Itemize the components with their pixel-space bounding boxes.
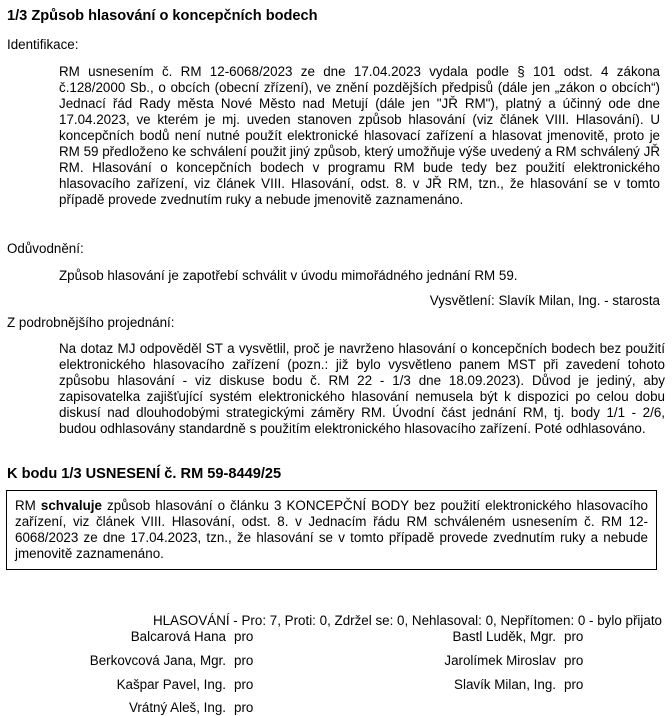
resolution-lead: RM	[15, 498, 41, 513]
resolution-title: K bodu 1/3 USNESENÍ č. RM 59-8449/25	[7, 466, 282, 482]
resolution-verb: schvaluje	[40, 498, 102, 513]
resolution-box	[6, 490, 657, 570]
voter-vote: pro	[234, 629, 254, 644]
identification-text: RM usnesením č. RM 12-6068/2023 ze dne 17.04.2023 vydala podle § 101 odst. 4 zákona č.128/2000 Sb., o obcích (obecní zřízení), ve znění pozdějších předpisů (dále jen „zákon o obcích“) Jednací řád Rady města Nové Město nad Metují (dále jen "JŘ RM"), platný a účinný ode dne 17.04.2023, ve kterém je mj. uveden stanoven způsob hlasování (viz článek VIII. Hlasování). U koncepčních bodů není nutné použít elektronické hlasovací zařízení a hlasovat jmenovitě, proto je RM 59 předloženo ke schválení použit jiný způsob, který umožňuje výše uvedený a RM schválený JŘ RM. Hlasování o koncepčních bodech v programu RM bude tedy bez použití elektronického hlasovacího zařízení, viz článek VIII. Hlasování, odst. 8. v JŘ RM, tzn., že hlasování se v tomto případě provede zvednutím ruky a nebude jmenovitě zaznamenáno.	[59, 64, 660, 207]
voter-vote: pro	[234, 677, 254, 692]
agenda-item-title: 1/3 Způsob hlasování o koncepčních bodech	[7, 8, 318, 24]
voter-vote: pro	[564, 653, 584, 668]
voter-name: Slavík Milan, Ing.	[454, 677, 556, 692]
voter-name: Jarolímek Miroslav	[444, 653, 556, 668]
discussion-label: Z podrobnějšího projednání:	[7, 315, 175, 330]
voter-vote: pro	[234, 653, 254, 668]
voter-name: Vrátný Aleš, Ing.	[128, 700, 226, 715]
explanation-text: Vysvětlení: Slavík Milan, Ing. - starosta	[429, 293, 660, 308]
voter-name: Balcarová Hana	[130, 629, 226, 644]
voter-name: Berkovcová Jana, Mgr.	[89, 653, 226, 668]
discussion-text: Na dotaz MJ odpověděl ST a vysvětlil, proč je navrženo hlasování o koncepčních bodech bez použití elektronického hlasovacího zařízení (pozn.: již bylo vysvětleno panem MST při zavedení tohoto způsobu hlasování - viz diskuse bodu č. RM 22 - 1/3 dne 18.09.2023). Důvod je jediný, aby zapisovatelka zajišťující systém elektronického hlasování nemusela být k dispozici po celou dobu diskusí nad dlouhodobými strategickými záměry RM. Úvodní část jednání RM, tj. body 1/1 - 2/6, budou odhlasovány standardně s použitím elektronického hlasovacího zařízení. Poté odhlasováno.	[59, 341, 665, 436]
voter-vote: pro	[564, 629, 584, 644]
resolution-text: způsob hlasování o článku 3 KONCEPČNÍ BODY bez použití elektronického hlasovacího zařízení, viz článek VIII. Hlasování, odst. 8. v Jednacím řádu RM schváleném usnesením č. RM 12-6068/2023 ze dne 17.04.2023, tzn., že hlasování se v tomto případě provede zvednutím ruky a nebude jmenovitě zaznamenáno.	[15, 498, 649, 561]
resolution-paragraph	[15, 498, 648, 562]
identification-label: Identifikace:	[7, 37, 79, 52]
justification-label: Odůvodnění:	[7, 241, 84, 256]
voter-vote: pro	[564, 677, 584, 692]
voter-name: Bastl Luděk, Mgr.	[452, 629, 556, 644]
voter-name: Kašpar Pavel, Ing.	[116, 677, 226, 692]
justification-text: Způsob hlasování je zapotřebí schválit v úvodu mimořádného jednání RM 59.	[59, 268, 518, 283]
voter-vote: pro	[234, 700, 254, 715]
vote-summary: HLASOVÁNÍ - Pro: 7, Proti: 0, Zdržel se: 0, Nehlasoval: 0, Nepřítomen: 0 - bylo přijato	[152, 613, 662, 628]
